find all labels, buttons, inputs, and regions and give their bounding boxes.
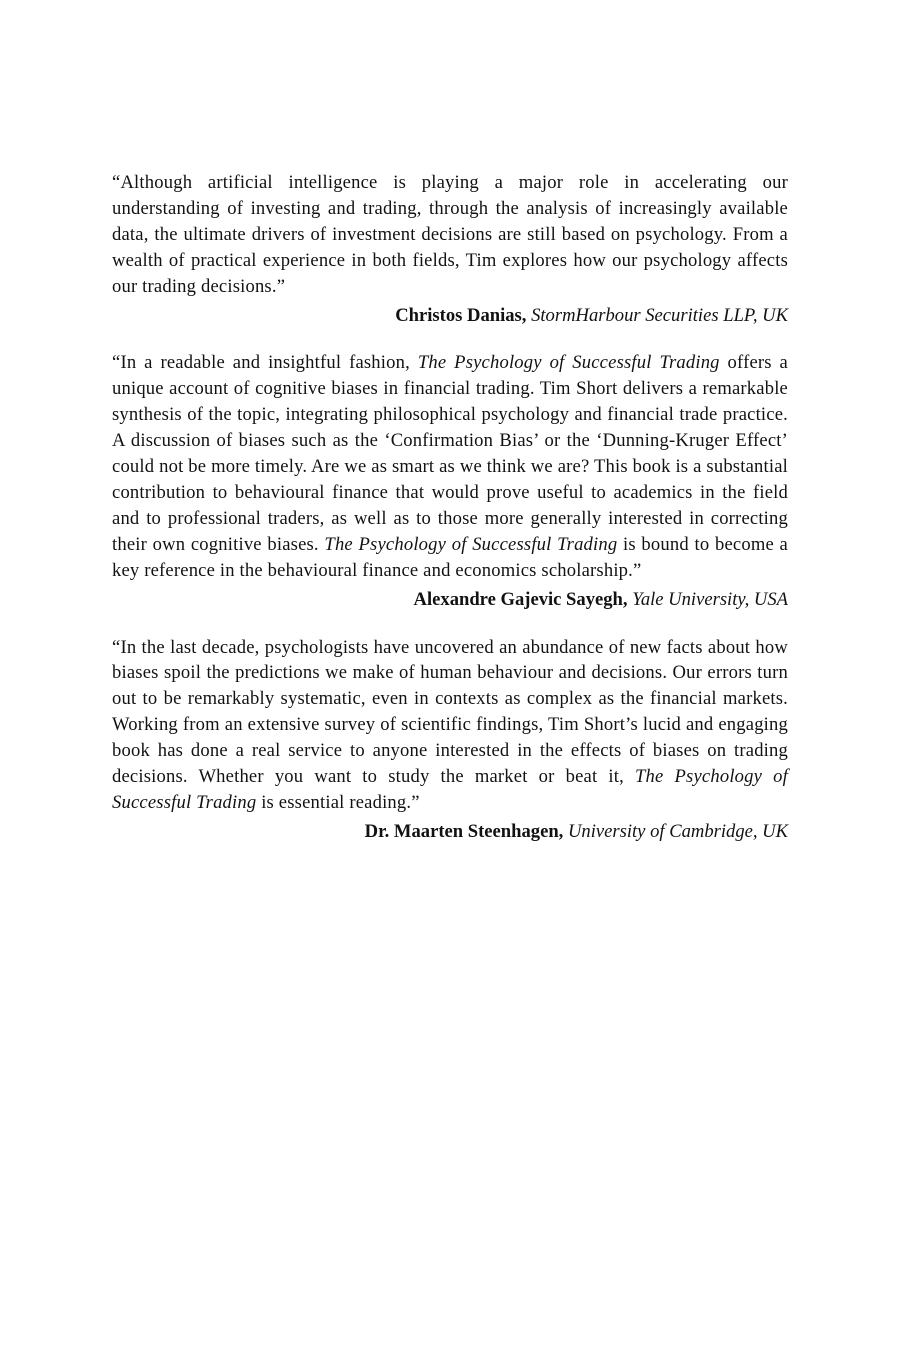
- endorsements-container: [112, 170, 788, 845]
- endorsement-block: [112, 350, 788, 612]
- endorser-name: Alexandre Gajevic Sayegh,: [413, 588, 628, 610]
- quote-text: “Although artificial intelligence is playing a major role in accelerating our understanding of investing and trading, through the analysis of increasingly available data, the ultimate drivers of investment decisions are still based on psychology. From a wealth of practical experience in both fields, Tim explores how our psychology affects our trading decisions.”: [112, 172, 788, 297]
- quote-text-part-2: is essential reading.”: [256, 791, 420, 813]
- quote-text-part-1: “In a readable and insightful fashion,: [112, 352, 418, 374]
- endorsement-quote: [112, 635, 788, 816]
- endorsement-quote: [112, 350, 788, 583]
- book-title-mention: The Psychology of Successful Trading: [112, 766, 788, 813]
- book-title-mention: The Psychology of Successful Trading: [324, 533, 618, 555]
- quote-text-part-3: is bound to become a key reference in the behavioural finance and economics scholarship.”: [112, 533, 788, 581]
- endorser-affiliation: Yale University, USA: [632, 588, 788, 610]
- endorser-affiliation: StormHarbour Securities LLP, UK: [531, 304, 788, 326]
- endorsement-block: [112, 170, 788, 328]
- quote-text-part-1: “In the last decade, psychologists have uncovered an abundance of new facts about how biases spoil the predictions we make of human behaviour and decisions. Our errors turn out to be remarkably systematic, even in contexts as complex as the financial markets. Working from an extensive survey of scientific findings, Tim Short’s lucid and engaging book has done a real service to anyone interested in the effects of biases on trading decisions. Whether you want to study the market or beat it,: [112, 636, 788, 788]
- endorsement-quote: [112, 170, 788, 300]
- endorser-affiliation: University of Cambridge, UK: [567, 820, 788, 842]
- endorser-name: Christos Danias,: [395, 304, 527, 326]
- endorsement-attribution: [112, 819, 788, 845]
- endorser-name: Dr. Maarten Steenhagen,: [364, 820, 564, 842]
- endorsement-attribution: [112, 587, 788, 613]
- endorsement-block: [112, 635, 788, 845]
- quote-text-part-2: offers a unique account of cognitive biases in financial trading. Tim Short delivers a remarkable synthesis of the topic, integrating philosophical psychology and financial trade practice. A discussion of biases such as the ‘Confirmation Bias’ or the ‘Dunning-Kruger Effect’ could not be more timely. Are we as smart as we think we are? This book is a substantial contribution to behavioural finance that would prove useful to academics in the field and to professional traders, as well as to those more generally interested in correcting their own cognitive biases.: [112, 352, 788, 555]
- book-title-mention: The Psychology of Successful Trading: [417, 352, 720, 374]
- endorsement-attribution: [112, 303, 788, 329]
